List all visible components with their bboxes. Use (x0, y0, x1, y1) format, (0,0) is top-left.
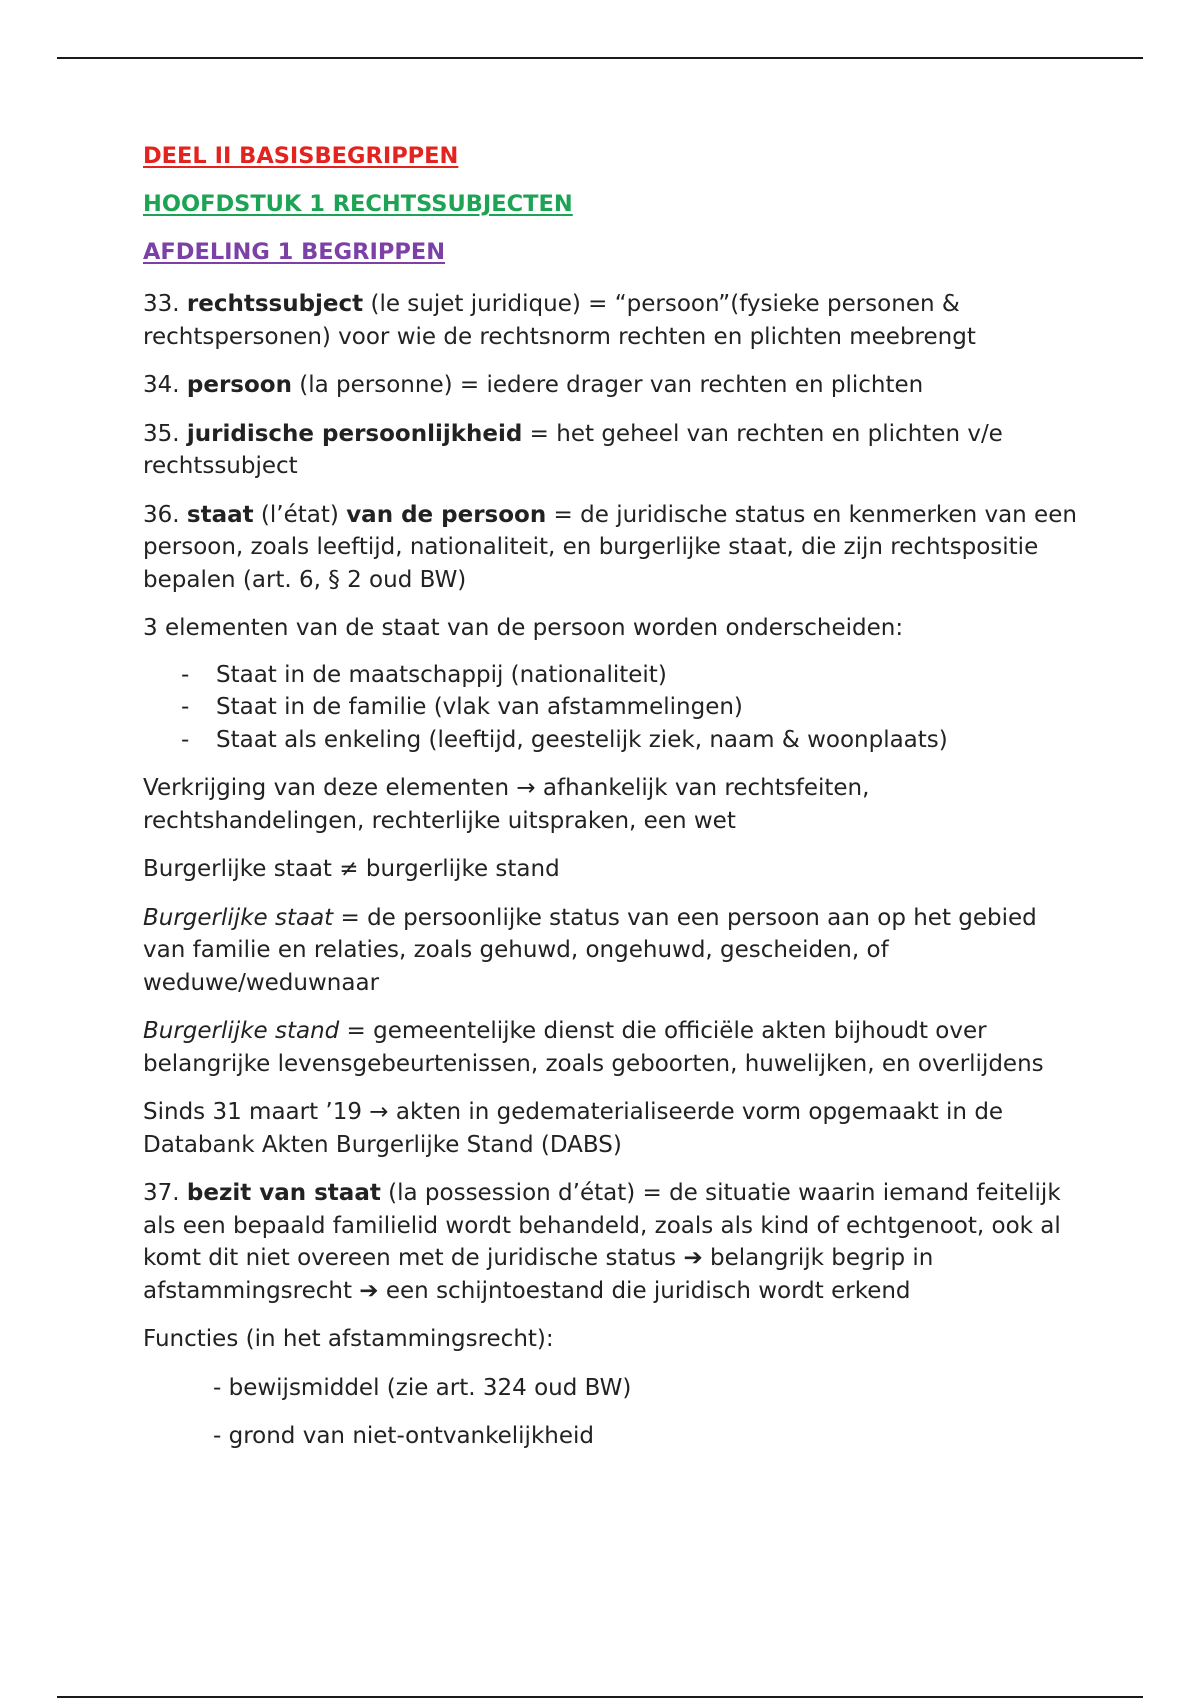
burgerlijke-stand-definition (143, 1015, 1083, 1080)
dash-bullet: - (181, 694, 190, 720)
definition-term: juridische persoonlijkheid (186, 420, 523, 447)
definition-number: 37. (143, 1180, 187, 1206)
definition-term: Burgerlijke staat (143, 904, 334, 931)
bottom-divider (57, 1696, 1143, 1698)
definition-term: rechtssubject (186, 291, 364, 317)
list-item (143, 659, 1083, 692)
sinds-paragraph: Sinds 31 maart ’19 → akten in gedematerialiseerde vorm opgemaakt in de Databank Akten Burgerlijke Stand (DABS) (143, 1099, 1004, 1158)
functie-item: - grond van niet-ontvankelijkheid (213, 1423, 594, 1449)
definition-35 (143, 418, 1083, 483)
elements-intro: 3 elementen van de staat van de persoon worden onderscheiden: (143, 615, 904, 641)
verkrijging-paragraph: Verkrijging van deze elementen → afhankelijk van rechtsfeiten, rechtshandelingen, rechterlijke uitspraken, een wet (143, 775, 870, 834)
heading-afdeling: AFDELING 1 BEGRIPPEN (143, 239, 446, 265)
definition-term: bezit van staat (186, 1180, 381, 1206)
definition-37 (143, 1177, 1083, 1307)
staat-vs-stand: Burgerlijke staat ≠ burgerlijke stand (143, 856, 560, 882)
heading-deel: DEEL II BASISBEGRIPPEN (143, 143, 459, 169)
definition-term: persoon (186, 372, 292, 398)
definition-term-continued: van de persoon (346, 501, 547, 528)
dash-bullet: - (181, 726, 190, 753)
definition-term: Burgerlijke stand (143, 1018, 340, 1044)
definition-text: (la possession d’état) = de situatie waarin iemand feitelijk als een bepaald familielid wordt behandeld, zoals als kind of echtgenoot, ook al komt dit niet overeen met de juridische status ➔ belangrijk begrip in afstammingsrecht ➔ een schijntoestand die juridisch wordt erkend (143, 1180, 1061, 1304)
elements-list (143, 659, 1083, 757)
functies-intro: Functies (in het afstammingsrecht): (143, 1326, 554, 1352)
definition-33 (143, 288, 1083, 353)
top-divider (57, 57, 1143, 59)
definition-text: (la personne) = iedere drager van rechten en plichten (291, 372, 924, 398)
document-body (143, 140, 1083, 1453)
burgerlijke-staat-definition (143, 902, 1083, 1000)
list-item-text: Staat als enkeling (leeftijd, geestelijk ziek, naam & woonplaats) (216, 726, 948, 753)
definition-34 (143, 369, 1083, 402)
definition-text: = gemeentelijke dienst die officiële akten bijhoudt over belangrijke levensgebeurtenissen, zoals geboorten, huwelijken, en overlijdens (143, 1018, 1044, 1077)
definition-term: staat (186, 501, 254, 528)
definition-text: = het geheel van rechten en plichten v/e rechtssubject (143, 420, 1003, 479)
definition-text: = de persoonlijke status van een persoon aan op het gebied van familie en relaties, zoals gehuwd, ongehuwd, gescheiden, of weduwe/weduwnaar (143, 904, 1037, 996)
definition-text: = de juridische status en kenmerken van een persoon, zoals leeftijd, nationaliteit, en burgerlijke staat, die zijn rechtspositie bepalen (art. 6, § 2 oud BW) (143, 501, 1077, 593)
dash-bullet: - (181, 661, 190, 688)
definition-text: (le sujet juridique) = “persoon”(fysieke personen & rechtspersonen) voor wie de rechtsnorm rechten en plichten meebrengt (143, 291, 976, 350)
definition-translation: (l’état) (253, 501, 347, 528)
list-item-text: Staat in de maatschappij (nationaliteit) (216, 661, 667, 688)
definition-36 (143, 499, 1083, 597)
list-item (143, 724, 1083, 757)
definition-number: 33. (143, 291, 187, 317)
definition-number: 34. (143, 372, 187, 398)
heading-hoofdstuk: HOOFDSTUK 1 RECHTSSUBJECTEN (143, 191, 573, 217)
functie-item: - bewijsmiddel (zie art. 324 oud BW) (213, 1374, 632, 1401)
list-item-text: Staat in de familie (vlak van afstammelingen) (216, 694, 743, 720)
definition-number: 35. (143, 420, 187, 447)
list-item (143, 691, 1083, 724)
definition-number: 36. (143, 501, 187, 528)
